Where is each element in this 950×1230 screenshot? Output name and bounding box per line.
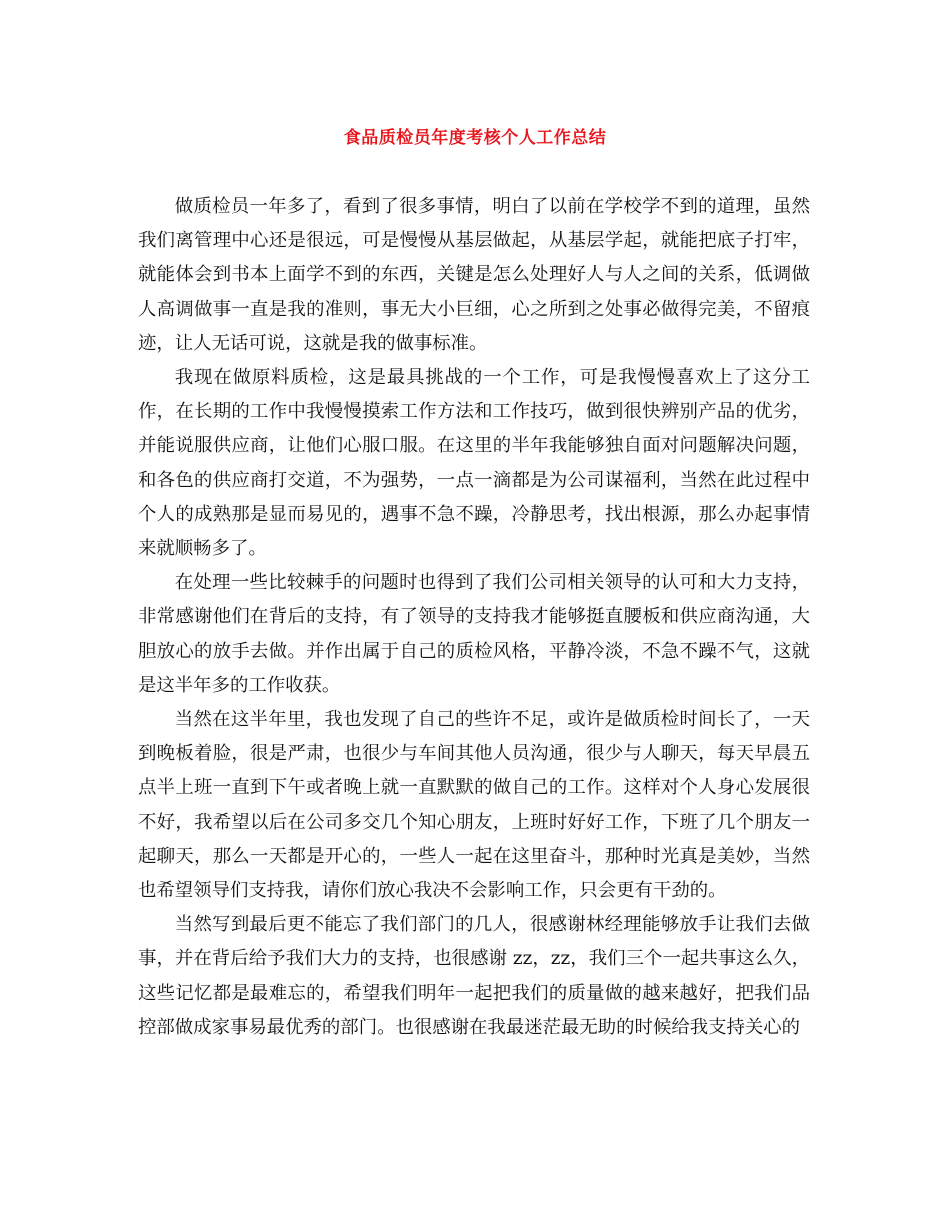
document-title: 食品质检员年度考核个人工作总结 (343, 128, 607, 148)
paragraph-5: 当然写到最后更不能忘了我们部门的几人，很感谢林经理能够放手让我们去做事，并在背后给予我们大力的支持，也很感谢 zz，zz，我们三个一起共事这么久，这些记忆都是最难忘的，希望我们明年一起把我们的质量做的越来越好，把我们品控部做成家事易最优秀的部门。也很感谢在我最迷茫最无助的时候给我支持关心的 (138, 914, 810, 1038)
paragraph-2: 我现在做原料质检，这是最具挑战的一个工作，可是我慢慢喜欢上了这分工作，在长期的工作中我慢慢摸索工作方法和工作技巧，做到很快辨别产品的优劣，并能说服供应商，让他们心服口服。在这里的半年我能够独自面对问题解决问题，和各色的供应商打交道，不为强势，一点一滴都是为公司谋福利，当然在此过程中个人的成熟那是显而易见的，遇事不急不躁，冷静思考，找出根源，那么办起事情来就顺畅多了。 (138, 367, 810, 560)
document-body (138, 190, 810, 1045)
paragraph-4: 当然在这半年里，我也发现了自己的些许不足，或许是做质检时间长了，一天到晚板着脸，很是严肃，也很少与车间其他人员沟通，很少与人聊天，每天早晨五点半上班一直到下午或者晚上就一直默默的做自己的工作。这样对个人身心发展很不好，我希望以后在公司多交几个知心朋友，上班时好好工作，下班了几个朋友一起聊天，那么一天都是开心的，一些人一起在这里奋斗，那种时光真是美妙，当然也希望领导们支持我，请你们放心我决不会影响工作，只会更有干劲的。 (138, 709, 810, 902)
paragraph-1: 做质检员一年多了，看到了很多事情，明白了以前在学校学不到的道理，虽然我们离管理中心还是很远，可是慢慢从基层做起，从基层学起，就能把底子打牢，就能体会到书本上面学不到的东西，关键是怎么处理好人与人之间的关系，低调做人高调做事一直是我的准则，事无大小巨细，心之所到之处事必做得完美，不留痕迹，让人无话可说，这就是我的做事标准。 (138, 196, 810, 354)
paragraph-3: 在处理一些比较棘手的问题时也得到了我们公司相关领导的认可和大力支持，非常感谢他们在背后的支持，有了领导的支持我才能够挺直腰板和供应商沟通，大胆放心的放手去做。并作出属于自己的质检风格，平静冷淡，不急不躁不气，这就是这半年多的工作收获。 (138, 572, 810, 696)
